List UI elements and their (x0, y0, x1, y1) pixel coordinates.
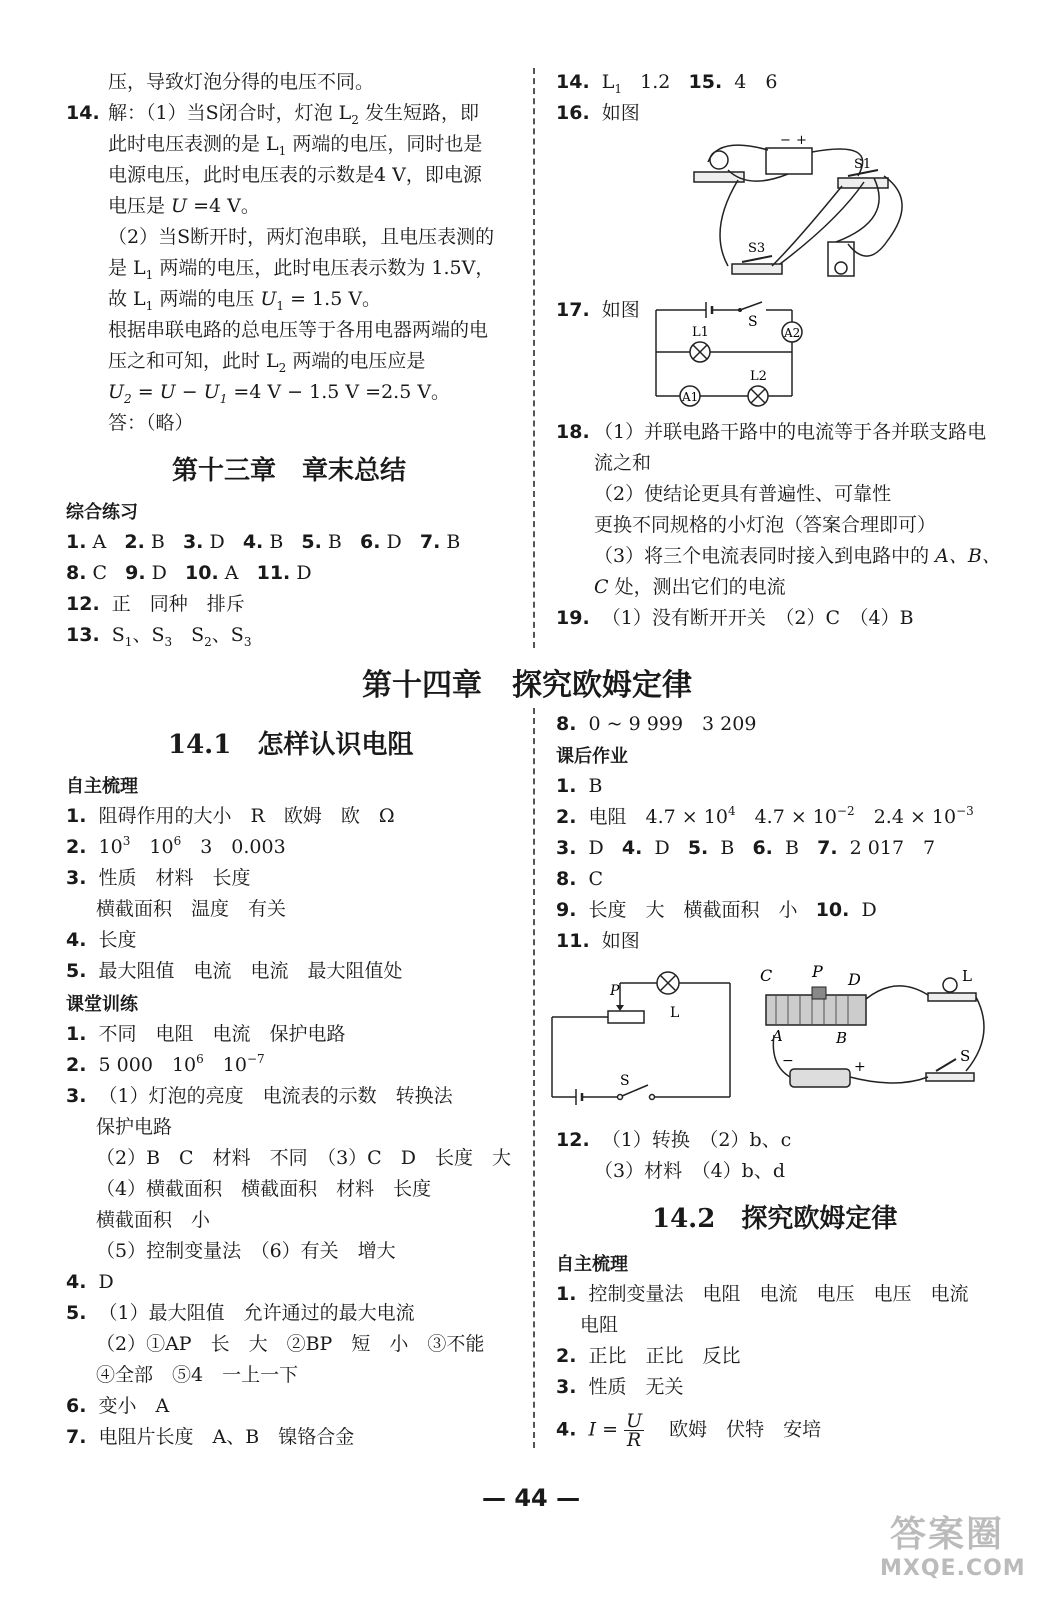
answer-line: 更换不同规格的小灯泡（答案合理即可） (594, 514, 937, 536)
answer-line: ④全部 ⑤4 一上一下 (96, 1364, 299, 1386)
label-s1: S1 (854, 157, 872, 172)
answer-row: 12. 正 同种 排斥 (66, 593, 245, 615)
page-number: — 44 — (482, 1484, 581, 1512)
answer-row: 13. $S_1$、$S_3$ $S_2$、$S_3$ (66, 624, 252, 649)
label-s2: S (960, 1047, 971, 1065)
watermark-url: MXQE.COM (880, 1556, 1026, 1581)
answer-row: 4. 长度 (66, 929, 137, 951)
answer-line: （1）并联电路干路中的电流等于各并联支路电 (594, 421, 987, 443)
answer-line: 电阻 (580, 1314, 619, 1336)
rheostat (608, 1011, 644, 1023)
label-l2: L2 (750, 369, 767, 384)
answer-line: （4）横截面积 横截面积 材料 长度 (96, 1178, 432, 1200)
label-a2: A2 (784, 326, 801, 340)
chapter-title: 第十三章 章末总结 (172, 456, 407, 486)
answer-line: C 处，测出它们的电流 (594, 576, 786, 598)
answer-row: 8. 0 ~ 9 999 3 209 (556, 713, 757, 735)
answer-row: 3. （1）灯泡的亮度 电流表的示数 转换法 (66, 1085, 453, 1107)
section-heading: 课堂训练 (66, 994, 138, 1015)
answer-row: 9. 长度 大 横截面积 小 10. D (556, 899, 877, 921)
answer-line: 故 $L_1$ 两端的电压 $U_1 = 1.5$ V。 (108, 288, 382, 313)
answer-row: 3. 性质 无关 (556, 1376, 684, 1398)
fraction: $\frac{U}{R}$ (626, 1410, 643, 1451)
answer-row: 12. （1）转换 （2）b、c (556, 1129, 792, 1151)
label-s: S (620, 1073, 630, 1089)
answer-line: （2）使结论更具有普遍性、可靠性 (594, 483, 892, 505)
answer-line: （3）将三个电流表同时接入到电路中的 A、B、 (594, 545, 1001, 567)
circuit-figure-17 (650, 296, 810, 411)
answer-row: 1. 阻碍作用的大小 R 欧姆 欧 Ω (66, 805, 395, 827)
bulb-icon (943, 978, 957, 992)
answer-row: 14. $L_1$ 1.2 15. 4 6 (556, 71, 778, 96)
answer-row: 3. D 4. D 5. B 6. B 7. 2 017 7 (556, 837, 936, 859)
answer-row: 1. A 2. B 3. D 4. B 5. B 6. D 7. B (66, 531, 461, 553)
circuit-figure-16 (688, 130, 918, 290)
label-s: S (748, 314, 758, 330)
column-divider (533, 708, 535, 1448)
label-s3: S3 (748, 241, 766, 256)
chapter-title: 第十四章 探究欧姆定律 (362, 668, 692, 703)
text-line: 压，导致灯泡分得的电压不同。 (108, 71, 375, 93)
section-heading: 自主梳理 (66, 776, 138, 797)
answer-row: 2. 正比 正比 反比 (556, 1345, 741, 1367)
label-a: A (772, 1027, 783, 1045)
battery-cell (790, 1069, 850, 1087)
circuit-figure-11-physical (756, 965, 992, 1095)
section-heading: 综合练习 (66, 502, 138, 523)
label-l1: L1 (692, 325, 709, 340)
answer-row: 11. 如图 (556, 930, 640, 952)
column-divider (533, 68, 535, 648)
switch-board-s3 (732, 264, 782, 274)
answer-row: 7. 电阻片长度 A、B 镍铬合金 (66, 1426, 355, 1448)
answer-line: 横截面积 温度 有关 (96, 898, 287, 920)
label-l2: L (962, 967, 972, 985)
answer-row: 5. （1）最大阻值 允许通过的最大电流 (66, 1302, 415, 1324)
answer-line: （2）当S断开时，两灯泡串联，且电压表测的 (108, 226, 495, 248)
answer-row: 1. B (556, 775, 603, 797)
answer-row: 2. 5 000 $10^6$ $10^{-7}$ (66, 1052, 265, 1076)
answer-line: 答：（略） (108, 412, 194, 434)
answer-line: （5）控制变量法 （6）有关 增大 (96, 1240, 396, 1262)
section-heading: 自主梳理 (556, 1254, 628, 1275)
answer-line: $U_2 = U - U_1 =4$ V − 1.5 V =2.5 V。 (108, 381, 451, 406)
answer-line: 根据串联电路的总电压等于各用电器两端的电 (108, 319, 489, 341)
answer-line: （2）B C 材料 不同 （3）C D 长度 大 (96, 1147, 511, 1169)
label-d: D (848, 970, 861, 989)
answer-row: 1. 控制变量法 电阻 电流 电压 电压 电流 (556, 1283, 969, 1305)
answer-line: （2）①AP 长 大 ②BP 短 小 ③不能 (96, 1333, 485, 1355)
answer-line: 流之和 (594, 452, 652, 474)
answer-line: 解：（1）当S闭合时，灯泡 $L_2$ 发生短路，即 (108, 102, 479, 127)
switch-blade (740, 302, 762, 310)
answer-line: 是 $L_1$ 两端的电压，此时电压表示数为 1.5V， (108, 257, 495, 282)
answer-row: 2. 电阻 $4.7 \times 10^4$ $4.7 \times 10^{-2}$ $2.4 \times 10^{-3}$ (556, 804, 974, 828)
answer-row: 8. C 9. D 10. A 11. D (66, 562, 312, 584)
answer-line: 压之和可知，此时 $L_2$ 两端的电压应是 (108, 350, 426, 375)
answer-line: 此时电压表测的是 $L_1$ 两端的电压，同时也是 (108, 133, 483, 158)
answer-row: 17. 如图 (556, 299, 640, 321)
answer-line: （3）材料 （4）b、d (594, 1160, 786, 1182)
question-number: 14. (66, 102, 100, 124)
answer-line: 电源电压，此时电压表的示数是4 V，即电源 (108, 164, 482, 186)
label-l: L (670, 1005, 680, 1021)
plus-sign: + (854, 1059, 866, 1075)
answer-row: 3. 性质 材料 长度 (66, 867, 251, 889)
minus-sign: − (782, 1053, 794, 1069)
answer-row: 4. D (66, 1271, 114, 1293)
label-a1: A1 (682, 390, 699, 404)
section-heading: 课后作业 (556, 746, 628, 767)
answer-row: 6. 变小 A (66, 1395, 170, 1417)
answer-row: 4. I = $\frac{U}{R}$ 欧姆 伏特 安培 (556, 1410, 822, 1451)
label-b: B (836, 1029, 848, 1047)
answer-line: 横截面积 小 (96, 1209, 211, 1231)
section-title: 14.2 探究欧姆定律 (652, 1204, 898, 1234)
answer-row: 16. 如图 (556, 102, 640, 124)
battery-box (766, 148, 812, 174)
label-c: C (760, 966, 773, 985)
question-number: 18. (556, 421, 590, 443)
minus-sign: − (780, 133, 791, 148)
answer-row: 2. $10^3$ $10^6$ 3 0.003 (66, 834, 286, 858)
label-p: P (610, 983, 620, 999)
answer-row: 5. 最大阻值 电流 电流 最大阻值处 (66, 960, 403, 982)
answer-line: 保护电路 (96, 1116, 173, 1138)
circuit-figure-11-schematic (548, 965, 738, 1105)
section-title: 14.1 怎样认识电阻 (168, 730, 414, 760)
label-p2: P (812, 965, 823, 981)
answer-row: 19. （1）没有断开开关 （2）C （4）B (556, 607, 914, 629)
answer-line: 电压是 U =4 V。 (108, 195, 260, 217)
answer-row: 1. 不同 电阻 电流 保护电路 (66, 1023, 346, 1045)
answer-row: 8. C (556, 868, 604, 890)
switch-blade (936, 1059, 956, 1071)
watermark-logo: 答案圈 (890, 1514, 1005, 1555)
plus-sign: + (796, 133, 807, 148)
